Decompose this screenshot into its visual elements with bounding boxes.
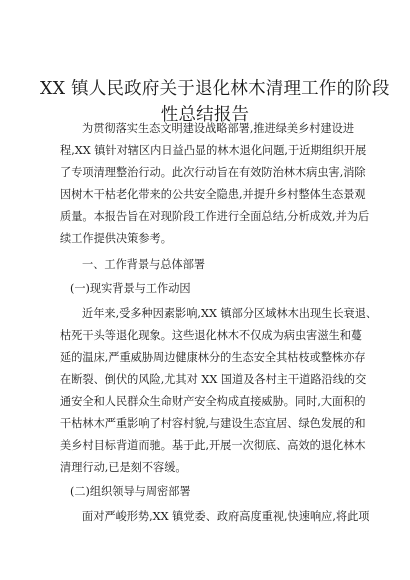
title-line: XX 镇人民政府关于退化林木清理工作的阶段 [40,79,390,99]
title-line: 性总结报告 [160,105,250,125]
paragraph-line: 美乡村目标背道而驰。基于此,开展一次彻底、高效的退化林木 [60,439,366,452]
paragraph-line: 延的温床,严重威胁周边健康林分的生态安全其枯枝或整株亦存 [60,351,366,364]
paragraph-line: 干枯林木严重影响了村容村貌,与建设生态宜居、绿色发展的和 [60,417,366,430]
paragraph-line: 枯死干头等退化现象。这些退化林木不仅成为病虫害滋生和蔓 [60,329,363,342]
subsection-heading: (一)现实背景与工作动因 [70,282,191,295]
subsection-heading: (二)组织领导与周密部署 [70,485,191,498]
paragraph-line: 通安全和人民群众生命财产安全构成直接威胁。同时,大面积的 [60,395,366,408]
paragraph-line: 为贯彻落实生态文明建设战略部署,推进绿美乡村建设进 [82,122,355,135]
paragraph-line: 近年来,受多种因素影响,XX 镇部分区域林木出现生长衰退、 [82,307,378,320]
paragraph-line: 程,XX 镇针对辖区内日益凸显的林木退化问题,于近期组织开展 [60,144,367,157]
section-heading: 一、工作背景与总体部署 [82,258,206,271]
paragraph-line: 了专项清理整治行动。此次行动旨在有效防治林木病虫害,消除 [60,166,366,179]
paragraph-line: 在断裂、倒伏的风险,尤其对 XX 国道及各村主干道路沿线的交 [60,373,367,386]
paragraph-line: 续工作提供决策参考。 [60,232,172,245]
paragraph-line: 面对严峻形势,XX 镇党委、政府高度重视,快速响应,将此项 [82,510,370,523]
paragraph-line: 清理行动,已是刻不容缓。 [60,461,187,474]
paragraph-line: 质量。本报告旨在对现阶段工作进行全面总结,分析成效,并为后 [60,210,370,223]
document-title [40,76,390,128]
paragraph-line: 因树木干枯老化带来的公共安全隐患,并提升乡村整体生态景观 [60,188,366,201]
